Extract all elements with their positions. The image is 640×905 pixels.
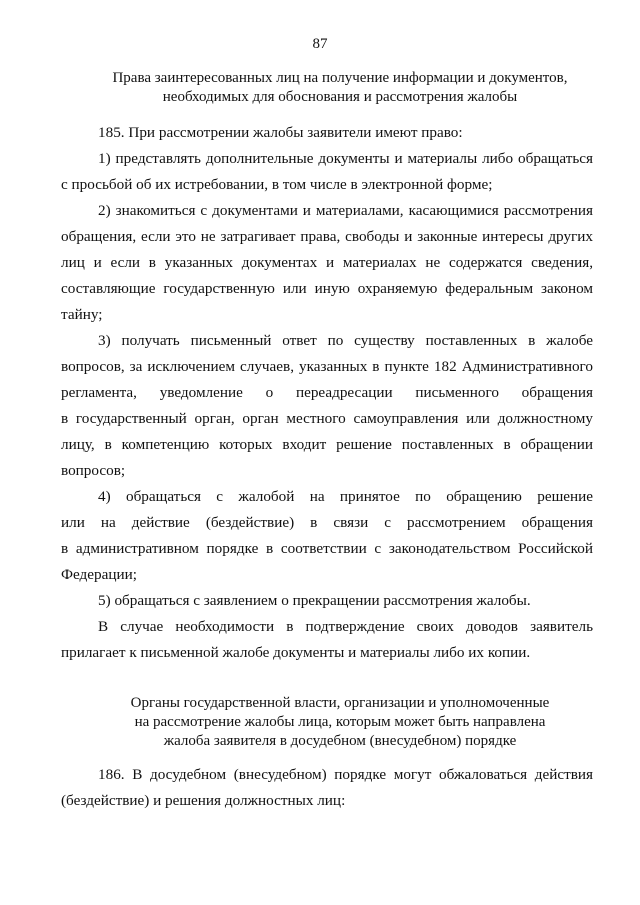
list-item-1 bbox=[61, 146, 593, 198]
text-line: тайну; bbox=[61, 306, 103, 323]
text-line: 4) обращаться с жалобой на принятое по обращению решение bbox=[98, 488, 593, 505]
text-line: в государственный орган, орган местного самоуправления или должностному bbox=[61, 410, 593, 427]
heading-line: необходимых для обоснования и рассмотрения жалобы bbox=[162, 89, 518, 105]
heading-line: на рассмотрение жалобы лица, которым может быть направлена bbox=[134, 714, 546, 730]
text-line: или на действие (бездействие) в связи с рассмотрением обращения bbox=[61, 514, 593, 531]
text-line: обращения, если это не затрагивает права, свободы и законные интересы других bbox=[61, 228, 593, 245]
text-line: прилагает к письменной жалобе документы и материалы либо их копии. bbox=[61, 644, 531, 661]
paragraph-attachments bbox=[61, 614, 593, 666]
heading-line: жалоба заявителя в досудебном (внесудебном) порядке bbox=[163, 733, 517, 749]
text-line: Федерации; bbox=[61, 566, 137, 583]
list-item-5 bbox=[61, 588, 593, 614]
section-heading-review-bodies bbox=[70, 694, 610, 751]
text-line: вопросов, за исключением случаев, указанных в пункте 182 Административного bbox=[61, 358, 593, 375]
text-line: лиц и если в указанных документах и материалах не содержатся сведения, bbox=[61, 254, 593, 271]
text-line: вопросов; bbox=[61, 462, 126, 479]
text-line: 5) обращаться с заявлением о прекращении рассмотрения жалобы. bbox=[98, 592, 531, 609]
text-line: с просьбой об их истребовании, в том числе в электронной форме; bbox=[61, 176, 493, 193]
heading-line: Права заинтересованных лиц на получение информации и документов, bbox=[112, 70, 568, 86]
list-item-3 bbox=[61, 328, 593, 484]
text-line: в административном порядке в соответствии с законодательством Российской bbox=[61, 540, 593, 557]
text-line: (бездействие) и решения должностных лиц: bbox=[61, 792, 346, 809]
section-heading-applicant-rights bbox=[70, 69, 610, 107]
text-line: составляющие государственную или иную охраняемую федеральным законом bbox=[61, 280, 593, 297]
list-item-2 bbox=[61, 198, 593, 328]
text-line: 2) знакомиться с документами и материалами, касающимися рассмотрения bbox=[98, 202, 593, 219]
paragraph-186 bbox=[61, 762, 593, 814]
text-line: 186. В досудебном (внесудебном) порядке могут обжаловаться действия bbox=[98, 766, 593, 783]
text-line: лицу, в компетенцию которых входит решение поставленных в обращении bbox=[61, 436, 593, 453]
text-line: 1) представлять дополнительные документы и материалы либо обращаться bbox=[98, 150, 593, 167]
text-line: В случае необходимости в подтверждение своих доводов заявитель bbox=[98, 618, 593, 635]
heading-line: Органы государственной власти, организации и уполномоченные bbox=[130, 695, 550, 711]
paragraph-185 bbox=[61, 120, 593, 146]
text-line: регламента, уведомление о переадресации письменного обращения bbox=[61, 384, 593, 401]
text-line: 3) получать письменный ответ по существу поставленных в жалобе bbox=[98, 332, 593, 349]
list-item-4 bbox=[61, 484, 593, 588]
page-number: 87 bbox=[312, 36, 328, 52]
text-line: 185. При рассмотрении жалобы заявители имеют право: bbox=[98, 124, 463, 141]
